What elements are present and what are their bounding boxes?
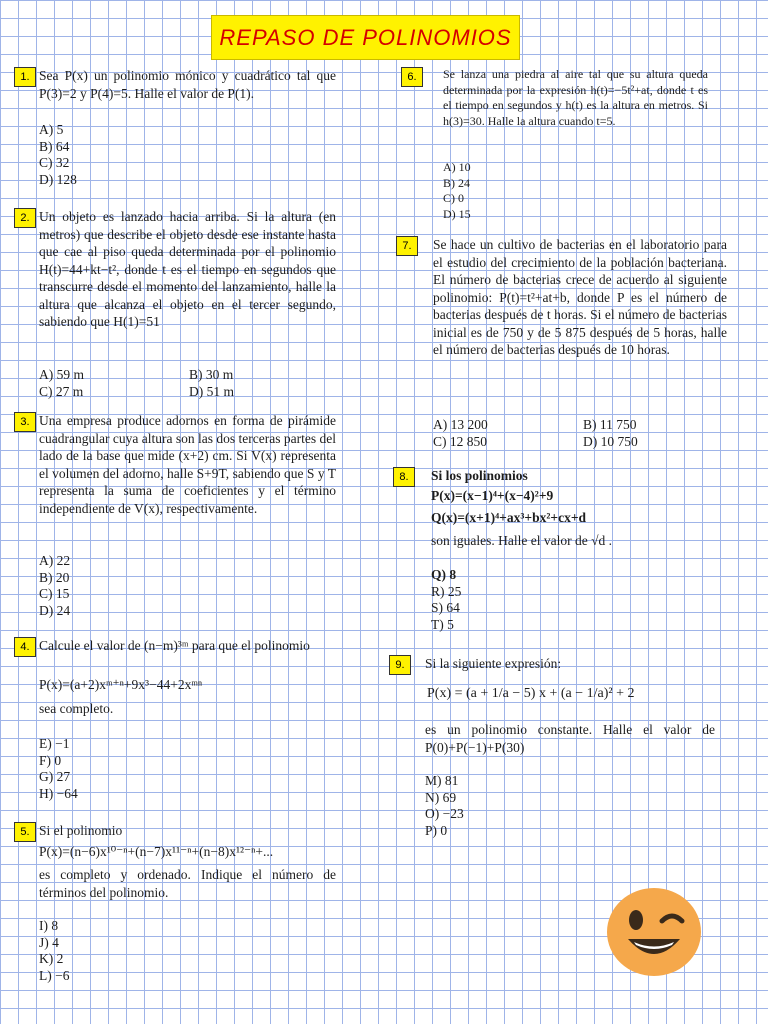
answer-option[interactable]: B) 20 [39, 569, 70, 585]
answer-options [425, 773, 464, 839]
winking-face-icon [606, 887, 702, 977]
answer-option[interactable]: H) −64 [39, 785, 78, 801]
question-number: 3. [14, 412, 36, 432]
answer-options [39, 366, 339, 400]
answer-option[interactable]: J) 4 [39, 934, 59, 950]
question-number: 6. [401, 67, 423, 87]
question-number: 2. [14, 208, 36, 228]
answer-options [39, 918, 69, 984]
question-text: Si el polinomio [39, 823, 123, 838]
question-number: 8. [393, 467, 415, 487]
answer-options [433, 416, 733, 450]
answer-option[interactable]: C) 15 [39, 586, 70, 601]
answer-option[interactable]: M) 81 [425, 773, 459, 788]
question-text: Si la siguiente expresión: [425, 656, 562, 671]
answer-option[interactable]: N) 69 [425, 789, 457, 805]
answer-options [39, 736, 78, 802]
answer-option[interactable]: A) 22 [39, 553, 71, 568]
answer-option[interactable]: A) 5 [39, 122, 64, 137]
answer-option[interactable]: A) 10 [443, 160, 471, 174]
page-title: REPASO DE POLINOMIOS [211, 15, 520, 60]
answer-option[interactable]: A) 59 m [39, 367, 84, 382]
answer-option[interactable]: L) −6 [39, 967, 70, 983]
polynomial-formula: P(x) = (a + 1/a − 5) x + (a − 1/a)² + 2 [427, 686, 635, 701]
answer-option[interactable]: F) 0 [39, 752, 62, 768]
answer-options [39, 122, 77, 188]
question-text: Si los polinomios [431, 468, 528, 483]
answer-option[interactable]: E) −1 [39, 736, 70, 751]
question-text: Se hace un cultivo de bacterias en el laboratorio para el estudio del crecimiento de la población bacteriana. El número de bacterias crece de acuerdo al siguiente polinomio: P(t)=t²+at+b, donde P es el número de bacterias después de t horas. Si el número de bacterias inicial es de 750 y de 5 875 después de 5 horas, halle el número de bacterias después de 10 horas. [433, 237, 727, 357]
answer-option[interactable]: T) 5 [431, 616, 454, 632]
answer-option[interactable]: D) 128 [39, 171, 77, 187]
answer-option[interactable]: C) 0 [443, 191, 464, 205]
answer-option[interactable]: B) 24 [443, 175, 470, 190]
answer-option[interactable]: A) 13 200 [433, 417, 488, 432]
answer-options [39, 553, 70, 619]
answer-option[interactable]: R) 25 [431, 583, 462, 599]
answer-option[interactable]: Q) 8 [431, 567, 457, 582]
question-text: Se lanza una piedra al aire tal que su altura queda determinada por la expresión h(t)=−5t²+at, donde t es el tiempo en segundos y h(t) es la altura en metros. Si h(3)=30. Halle la altura cuando t=5. [443, 67, 708, 128]
question-text: Un objeto es lanzado hacia arriba. Si la altura (en metros) que describe el objeto desde ese instante hasta que cae al piso queda determinada por el polinomio H(t)=44+kt−t², donde t es el tiempo en segundos que transcurre desde el momento del lanzamiento, halle la altura que alcanza el objeto en el tercer segundo, sabiendo que H(1)=51 [39, 209, 336, 329]
question-number: 4. [14, 637, 36, 657]
question-number: 7. [396, 236, 418, 256]
polynomial-formula-q: Q(x)=(x+1)⁴+ax³+bx²+cx+d [431, 510, 587, 525]
answer-option[interactable]: P) 0 [425, 822, 448, 838]
question-text-continued: es completo y ordenado. Indique el número de términos del polinomio. [39, 867, 336, 900]
question-text: Una empresa produce adornos en forma de pirámide cuadrangular cuya altura son las dos terceras partes del lado de la base que mide (x+2) cm. Si V(x) representa el volumen del adorno, halle S+9T, sabiendo que S y T representa la suma de coeficientes y el término independiente de V(x), respectivamente. [39, 413, 336, 516]
answer-option[interactable]: C) 32 [39, 155, 70, 170]
answer-option[interactable]: B) 11 750 [583, 417, 637, 432]
question-number: 9. [389, 655, 411, 675]
answer-options [443, 160, 471, 222]
question-number: 1. [14, 67, 36, 87]
answer-option[interactable]: O) −23 [425, 806, 464, 821]
answer-option[interactable]: G) 27 [39, 769, 71, 784]
answer-option[interactable]: D) 10 750 [583, 434, 638, 449]
question-text: Calcule el valor de (n−m)³ᵐ para que el polinomio [39, 638, 310, 653]
polynomial-formula-p: P(x)=(x−1)⁴+(x−4)²+9 [431, 488, 554, 503]
question-text: Sea P(x) un polinomio mónico y cuadrático tal que P(3)=2 y P(4)=5. Halle el valor de P(1). [39, 68, 336, 101]
answer-option[interactable]: K) 2 [39, 951, 64, 966]
polynomial-formula: P(x)=(n−6)x¹⁰⁻ⁿ+(n−7)x¹¹⁻ⁿ+(n−8)x¹²⁻ⁿ+... [39, 844, 274, 859]
answer-option[interactable]: B) 30 m [189, 367, 234, 382]
answer-option[interactable]: D) 24 [39, 602, 71, 618]
answer-option[interactable]: S) 64 [431, 600, 460, 615]
question-text-continued: es un polinomio constante. Halle el valor de P(0)+P(−1)+P(30) [425, 722, 715, 755]
polynomial-formula: P(x)=(a+2)xᵐ⁺ⁿ+9x³−44+2xᵐⁿ [39, 677, 203, 692]
answer-option[interactable]: B) 64 [39, 138, 70, 154]
answer-options [431, 567, 461, 633]
answer-option[interactable]: C) 27 m [39, 384, 84, 399]
answer-option[interactable]: C) 12 850 [433, 434, 487, 449]
answer-option[interactable]: I) 8 [39, 918, 59, 933]
answer-option[interactable]: D) 51 m [189, 384, 234, 399]
question-text-continued: son iguales. Halle el valor de √d . [431, 533, 612, 548]
answer-option[interactable]: D) 15 [443, 206, 471, 221]
question-number: 5. [14, 822, 36, 842]
question-text-continued: sea completo. [39, 701, 114, 716]
